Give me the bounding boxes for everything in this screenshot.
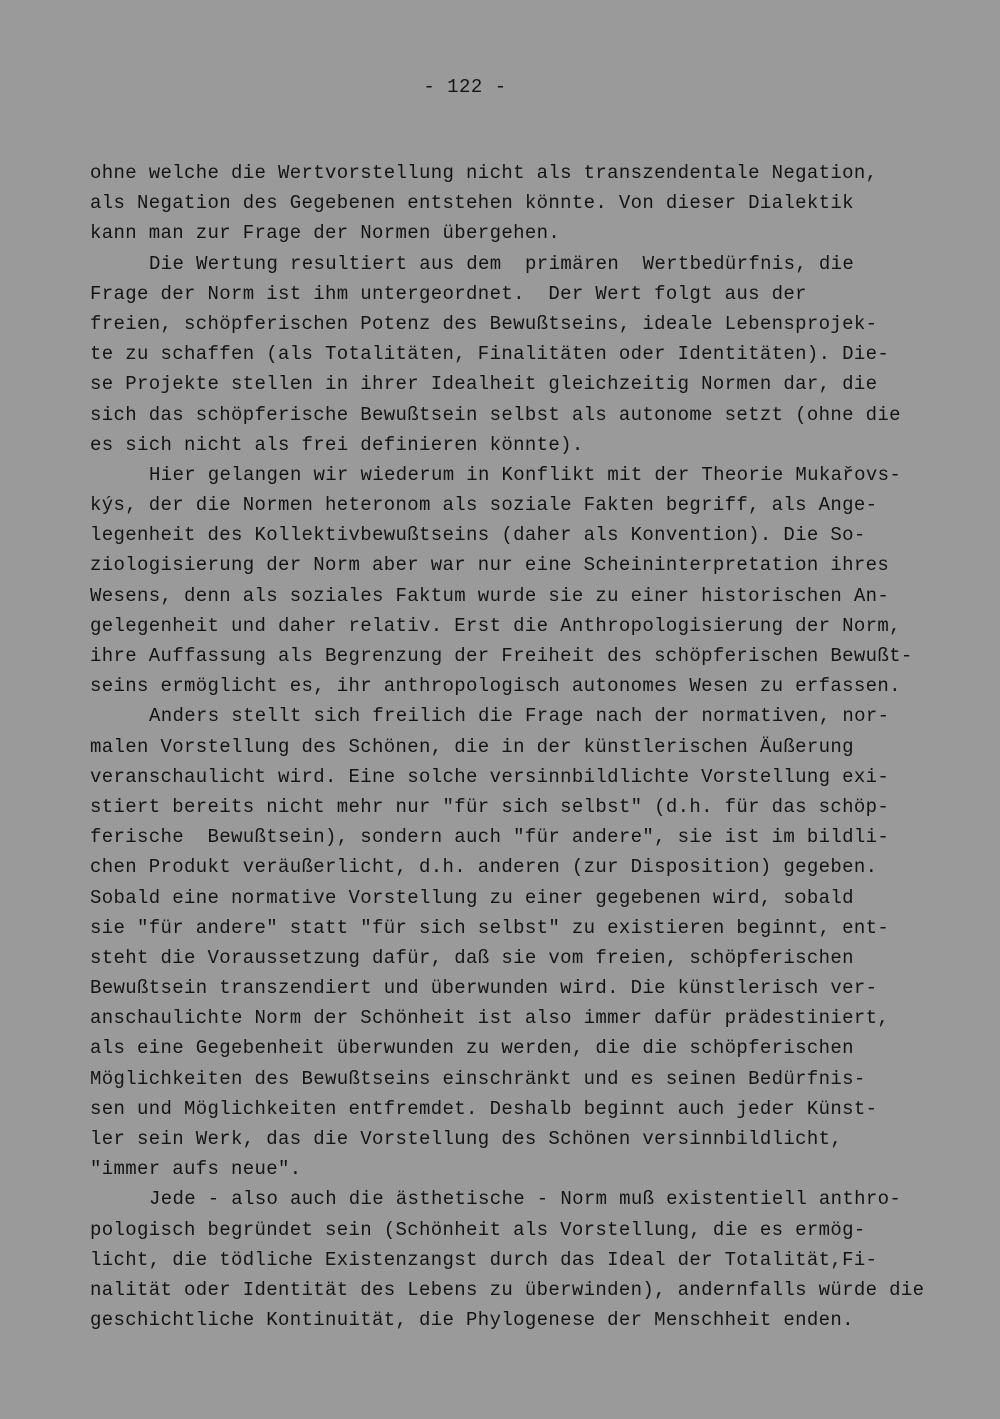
page-number: - 122 - <box>423 76 507 98</box>
body-text <box>90 158 930 1335</box>
text-line: Jede - also auch die ästhetische - Norm muß existentiell anthro- <box>149 1188 902 1211</box>
text-line: stiert bereits nicht mehr nur "für sich selbst" (d.h. für das schöp- <box>90 795 890 818</box>
text-line: ihre Auffassung als Begrenzung der Freiheit des schöpferischen Bewußt- <box>90 645 913 667</box>
text-line: Frage der Norm ist ihm untergeordnet. Der Wert folgt aus der <box>90 282 807 305</box>
text-line: veranschaulicht wird. Eine solche versinnbildlichte Vorstellung exi- <box>90 765 890 788</box>
text-line: ferische Bewußtsein), sondern auch "für andere", sie ist im bildli- <box>90 826 890 849</box>
text-line: anschaulichte Norm der Schönheit ist also immer dafür prädestiniert, <box>90 1007 890 1030</box>
text-line: nalität oder Identität des Lebens zu überwinden), andernfalls würde die <box>90 1278 925 1301</box>
text-line: sich das schöpferische Bewußtsein selbst als autonome setzt (ohne die <box>90 403 901 426</box>
text-line: Die Wertung resultiert aus dem primären Wertbedürfnis, die <box>149 252 855 275</box>
text-line: te zu schaffen (als Totalitäten, Finalitäten oder Identitäten). Die- <box>90 343 890 366</box>
text-line: Anders stellt sich freilich die Frage nach der normativen, nor- <box>149 705 890 728</box>
text-line: Hier gelangen wir wiederum in Konflikt mit der Theorie Mukařovs- <box>149 463 902 486</box>
text-line: Wesens, denn als soziales Faktum wurde sie zu einer historischen An- <box>90 584 890 607</box>
text-line: ler sein Werk, das die Vorstellung des Schönen versinnbildlicht, <box>90 1128 843 1150</box>
text-line: se Projekte stellen in ihrer Idealheit gleichzeitig Normen dar, die <box>90 373 878 396</box>
text-line: sen und Möglichkeiten entfremdet. Deshalb beginnt auch jeder Künst- <box>90 1097 878 1120</box>
text-line: steht die Voraussetzung dafür, daß sie vom freien, schöpferischen <box>90 946 854 969</box>
text-line: Möglichkeiten des Bewußtseins einschränkt und es seinen Bedürfnis- <box>90 1067 866 1090</box>
text-line: sie "für andere" statt "für sich selbst" zu existieren beginnt, ent- <box>90 916 890 939</box>
text-line: ohne welche die Wertvorstellung nicht als transzendentale Negation, <box>90 162 878 184</box>
text-line: licht, die tödliche Existenzangst durch das Ideal der Totalität,Fi- <box>90 1248 878 1271</box>
text-line: gelegenheit und daher relativ. Erst die Anthropologisierung der Norm, <box>90 614 901 637</box>
text-line: es sich nicht als frei definieren könnte). <box>90 433 584 456</box>
text-line: als eine Gegebenheit überwunden zu werden, die die schöpferischen <box>90 1037 854 1060</box>
text-line: freien, schöpferischen Potenz des Bewußtseins, ideale Lebensprojek- <box>90 312 878 335</box>
text-line: kann man zur Frage der Normen übergehen. <box>90 222 561 245</box>
text-line: ziologisierung der Norm aber war nur eine Scheininterpretation ihres <box>90 554 890 577</box>
text-line: Sobald eine normative Vorstellung zu einer gegebenen wird, sobald <box>90 886 854 909</box>
text-line: als Negation des Gegebenen entstehen könnte. Von dieser Dialektik <box>90 192 854 215</box>
text-line: "immer aufs neue". <box>90 1158 302 1181</box>
text-line: chen Produkt veräußerlicht, d.h. anderen (zur Disposition) gegeben. <box>90 856 878 879</box>
text-line: kýs, der die Normen heteronom als soziale Fakten begriff, als Ange- <box>90 494 878 517</box>
text-line: geschichtliche Kontinuität, die Phylogenese der Menschheit enden. <box>90 1309 854 1332</box>
text-line: pologisch begründet sein (Schönheit als Vorstellung, die es ermög- <box>90 1218 866 1241</box>
text-line: seins ermöglicht es, ihr anthropologisch autonomes Wesen zu erfassen. <box>90 675 901 698</box>
text-line: Bewußtsein transzendiert und überwunden wird. Die künstlerisch ver- <box>90 977 878 1000</box>
text-line: malen Vorstellung des Schönen, die in der künstlerischen Äußerung <box>90 735 854 758</box>
text-line: legenheit des Kollektivbewußtseins (daher als Konvention). Die So- <box>90 524 866 547</box>
